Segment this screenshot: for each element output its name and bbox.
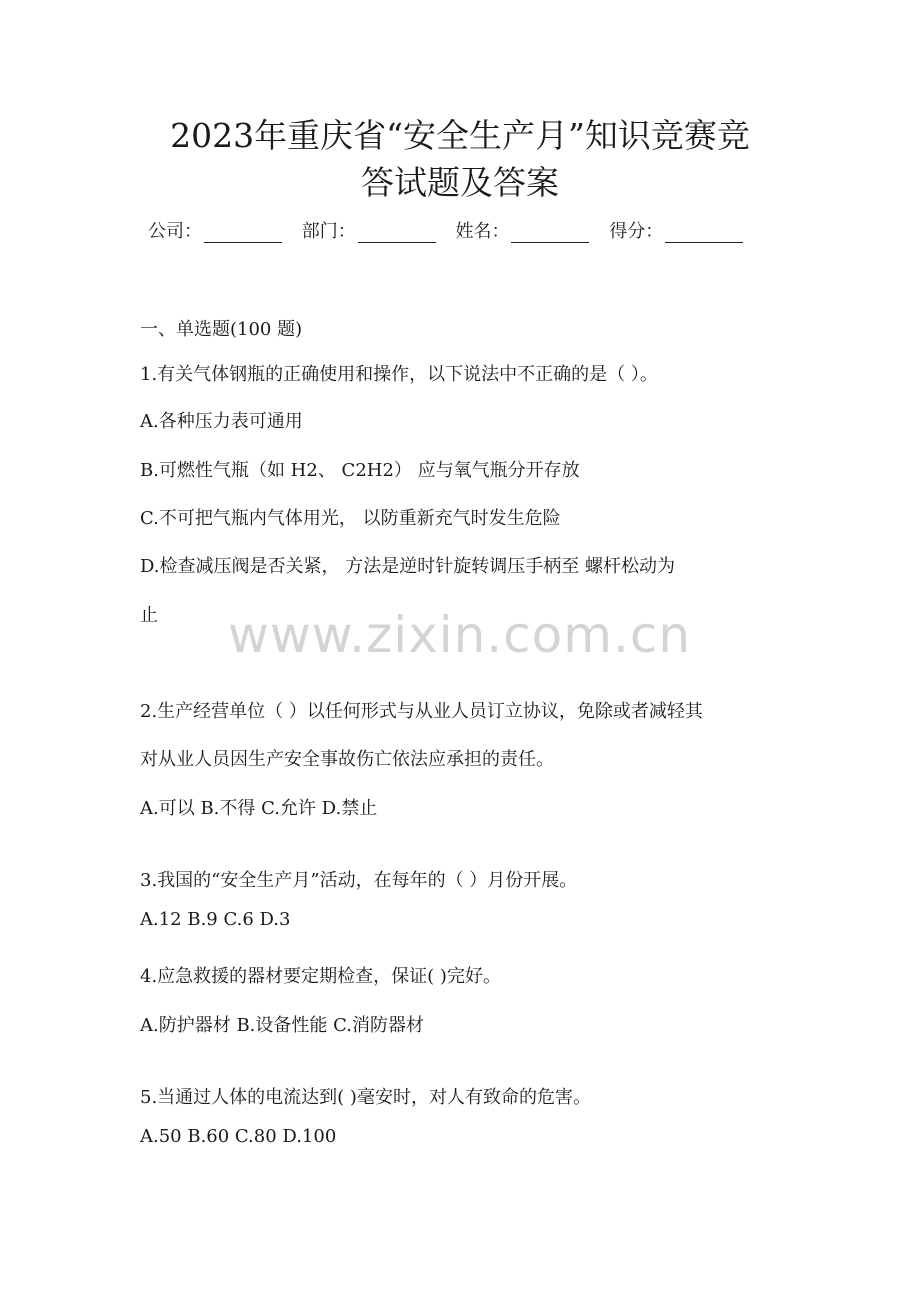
question-5-options: A.50 B.60 C.80 D.100: [140, 1126, 337, 1147]
document-title-line-2: 答试题及答案: [361, 163, 559, 202]
watermark: www.zixin.com.cn: [228, 606, 692, 664]
score-blank: [665, 224, 743, 243]
question-2-text: 2.生产经营单位（ ）以任何形式与从业人员订立协议，免除或者减轻其: [140, 701, 703, 722]
name-label: 姓名：: [455, 221, 510, 242]
question-1-option-d: D.检查减压阀是否关紧， 方法是逆时针旋转调压手柄至 螺杆松动为: [140, 556, 675, 577]
question-1-option-d-cont: 止: [140, 605, 158, 626]
department-field: [302, 217, 436, 243]
question-4-text: 4.应急救援的器材要定期检查，保证( )完好。: [140, 966, 501, 987]
section-heading: 一、单选题(100 题): [140, 319, 303, 340]
company-label: 公司：: [148, 221, 202, 242]
question-3-options: A.12 B.9 C.6 D.3: [140, 909, 291, 930]
question-4-options: A.防护器材 B.设备性能 C.消防器材: [140, 1015, 424, 1036]
name-blank: [511, 224, 589, 243]
name-field: [455, 217, 589, 243]
question-2-text-cont: 对从业人员因生产安全事故伤亡依法应承担的责任。: [140, 749, 554, 770]
question-2-options: A.可以 B.不得 C.允许 D.禁止: [140, 798, 378, 819]
document-title-line-1: 2023年重庆省“安全生产月”知识竞赛竞: [170, 116, 750, 155]
department-label: 部门：: [301, 221, 356, 242]
score-label: 得分：: [609, 221, 664, 242]
question-3-text: 3.我国的“安全生产月”活动，在每年的（ ）月份开展。: [140, 870, 578, 891]
question-1-option-a: A.各种压力表可通用: [140, 411, 303, 432]
question-1-text: 1.有关气体钢瓶的正确使用和操作，以下说法中不正确的是（ ）。: [140, 364, 658, 385]
company-blank: [204, 224, 282, 243]
score-field: [609, 217, 743, 243]
header-fields: [148, 217, 788, 243]
company-field: [148, 217, 282, 243]
question-1-option-c: C.不可把气瓶内气体用光， 以防重新充气时发生危险: [140, 508, 561, 529]
question-1-option-b: B.可燃性气瓶（如 H2、 C2H2） 应与氧气瓶分开存放: [140, 460, 580, 481]
question-5-text: 5.当通过人体的电流达到( )毫安时，对人有致命的危害。: [140, 1087, 591, 1108]
department-blank: [358, 224, 436, 243]
